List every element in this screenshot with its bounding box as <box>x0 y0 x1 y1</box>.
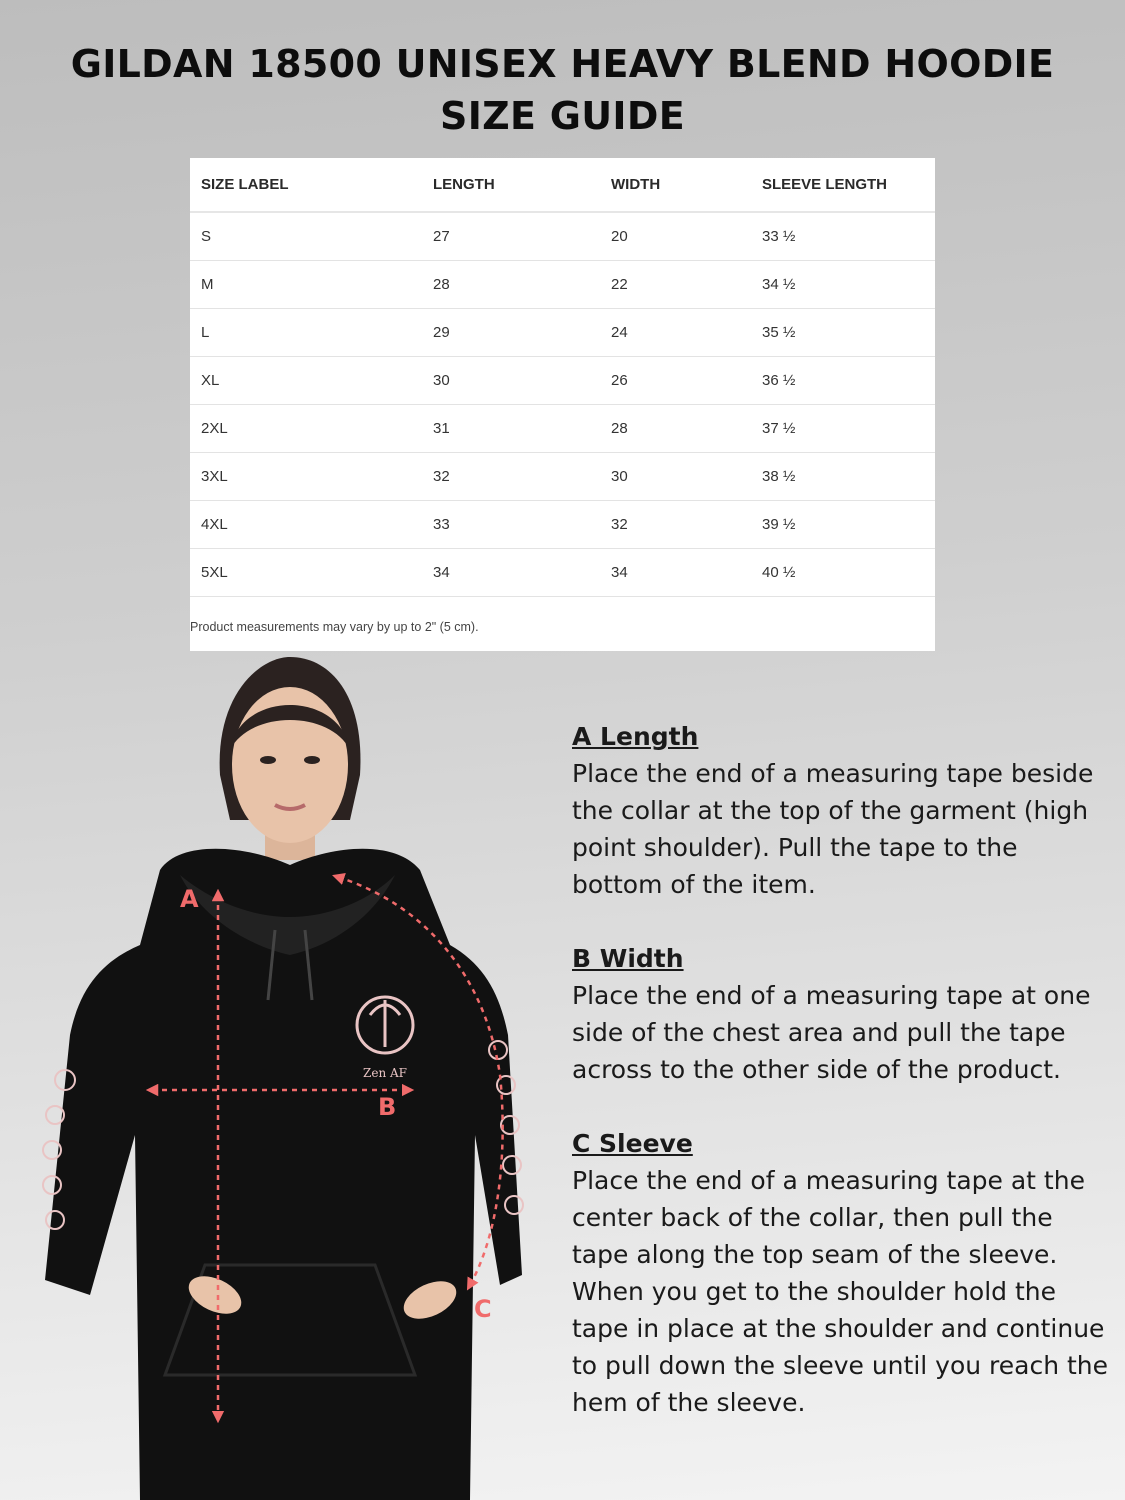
measurement-note: Product measurements may vary by up to 2" (5 cm). <box>190 620 479 634</box>
cell-size: 2XL <box>190 405 422 453</box>
label-b: B <box>378 1093 397 1121</box>
table-header-row <box>190 158 935 212</box>
cell-width: 20 <box>600 212 751 261</box>
left-eye <box>260 756 276 764</box>
cell-size: L <box>190 309 422 357</box>
cell-sleeve: 36 ½ <box>751 357 935 405</box>
hoodie-model-illustration <box>30 655 540 1500</box>
table-row <box>190 405 935 453</box>
title-line-1: GILDAN 18500 UNISEX HEAVY BLEND HOODIE <box>70 42 1055 86</box>
title-line-2: SIZE GUIDE <box>440 94 685 138</box>
instruction-body-length: Place the end of a measuring tape beside the collar at the top of the garment (high point shoulder). Pull the tape to the bottom of the item. <box>572 759 1094 899</box>
cell-sleeve: 35 ½ <box>751 309 935 357</box>
size-table-card <box>190 158 935 651</box>
cell-size: 3XL <box>190 453 422 501</box>
cell-size: M <box>190 261 422 309</box>
header-width: WIDTH <box>600 158 751 212</box>
table-row <box>190 212 935 261</box>
cell-length: 31 <box>422 405 600 453</box>
cell-width: 24 <box>600 309 751 357</box>
header-size-label: SIZE LABEL <box>190 158 422 212</box>
cell-sleeve: 37 ½ <box>751 405 935 453</box>
label-c: C <box>474 1295 492 1323</box>
table-row <box>190 357 935 405</box>
cell-sleeve: 40 ½ <box>751 549 935 597</box>
zen-logo-text: Zen AF <box>363 1066 407 1080</box>
table-row <box>190 501 935 549</box>
cell-length: 29 <box>422 309 600 357</box>
page-title <box>0 38 1125 142</box>
instruction-heading-width: B Width <box>572 944 684 973</box>
cell-size: 5XL <box>190 549 422 597</box>
cell-length: 34 <box>422 549 600 597</box>
cell-sleeve: 38 ½ <box>751 453 935 501</box>
cell-sleeve: 33 ½ <box>751 212 935 261</box>
label-a: A <box>180 885 199 913</box>
cell-size: 4XL <box>190 501 422 549</box>
cell-size: S <box>190 212 422 261</box>
cell-width: 28 <box>600 405 751 453</box>
instruction-body-sleeve: Place the end of a measuring tape at the center back of the collar, then pull the tape along the top seam of the sleeve. When you get to the shoulder hold the tape in place at the shoulder and continue to pull down the sleeve until you reach the hem of the sleeve. <box>572 1166 1109 1417</box>
cell-size: XL <box>190 357 422 405</box>
cell-length: 33 <box>422 501 600 549</box>
cell-length: 28 <box>422 261 600 309</box>
table-row <box>190 309 935 357</box>
header-length: LENGTH <box>422 158 600 212</box>
cell-width: 34 <box>600 549 751 597</box>
measurement-instructions <box>572 718 1112 1458</box>
instruction-heading-sleeve: C Sleeve <box>572 1129 693 1158</box>
cell-width: 22 <box>600 261 751 309</box>
cell-sleeve: 34 ½ <box>751 261 935 309</box>
table-row <box>190 261 935 309</box>
instruction-body-width: Place the end of a measuring tape at one side of the chest area and pull the tape across to the other side of the product. <box>572 981 1091 1084</box>
cell-width: 26 <box>600 357 751 405</box>
cell-length: 32 <box>422 453 600 501</box>
table-row <box>190 549 935 597</box>
right-eye <box>304 756 320 764</box>
cell-width: 30 <box>600 453 751 501</box>
cell-width: 32 <box>600 501 751 549</box>
table-row <box>190 453 935 501</box>
size-table <box>190 158 935 597</box>
instruction-heading-length: A Length <box>572 722 699 751</box>
cell-length: 30 <box>422 357 600 405</box>
header-sleeve-length: SLEEVE LENGTH <box>751 158 935 212</box>
cell-sleeve: 39 ½ <box>751 501 935 549</box>
cell-length: 27 <box>422 212 600 261</box>
